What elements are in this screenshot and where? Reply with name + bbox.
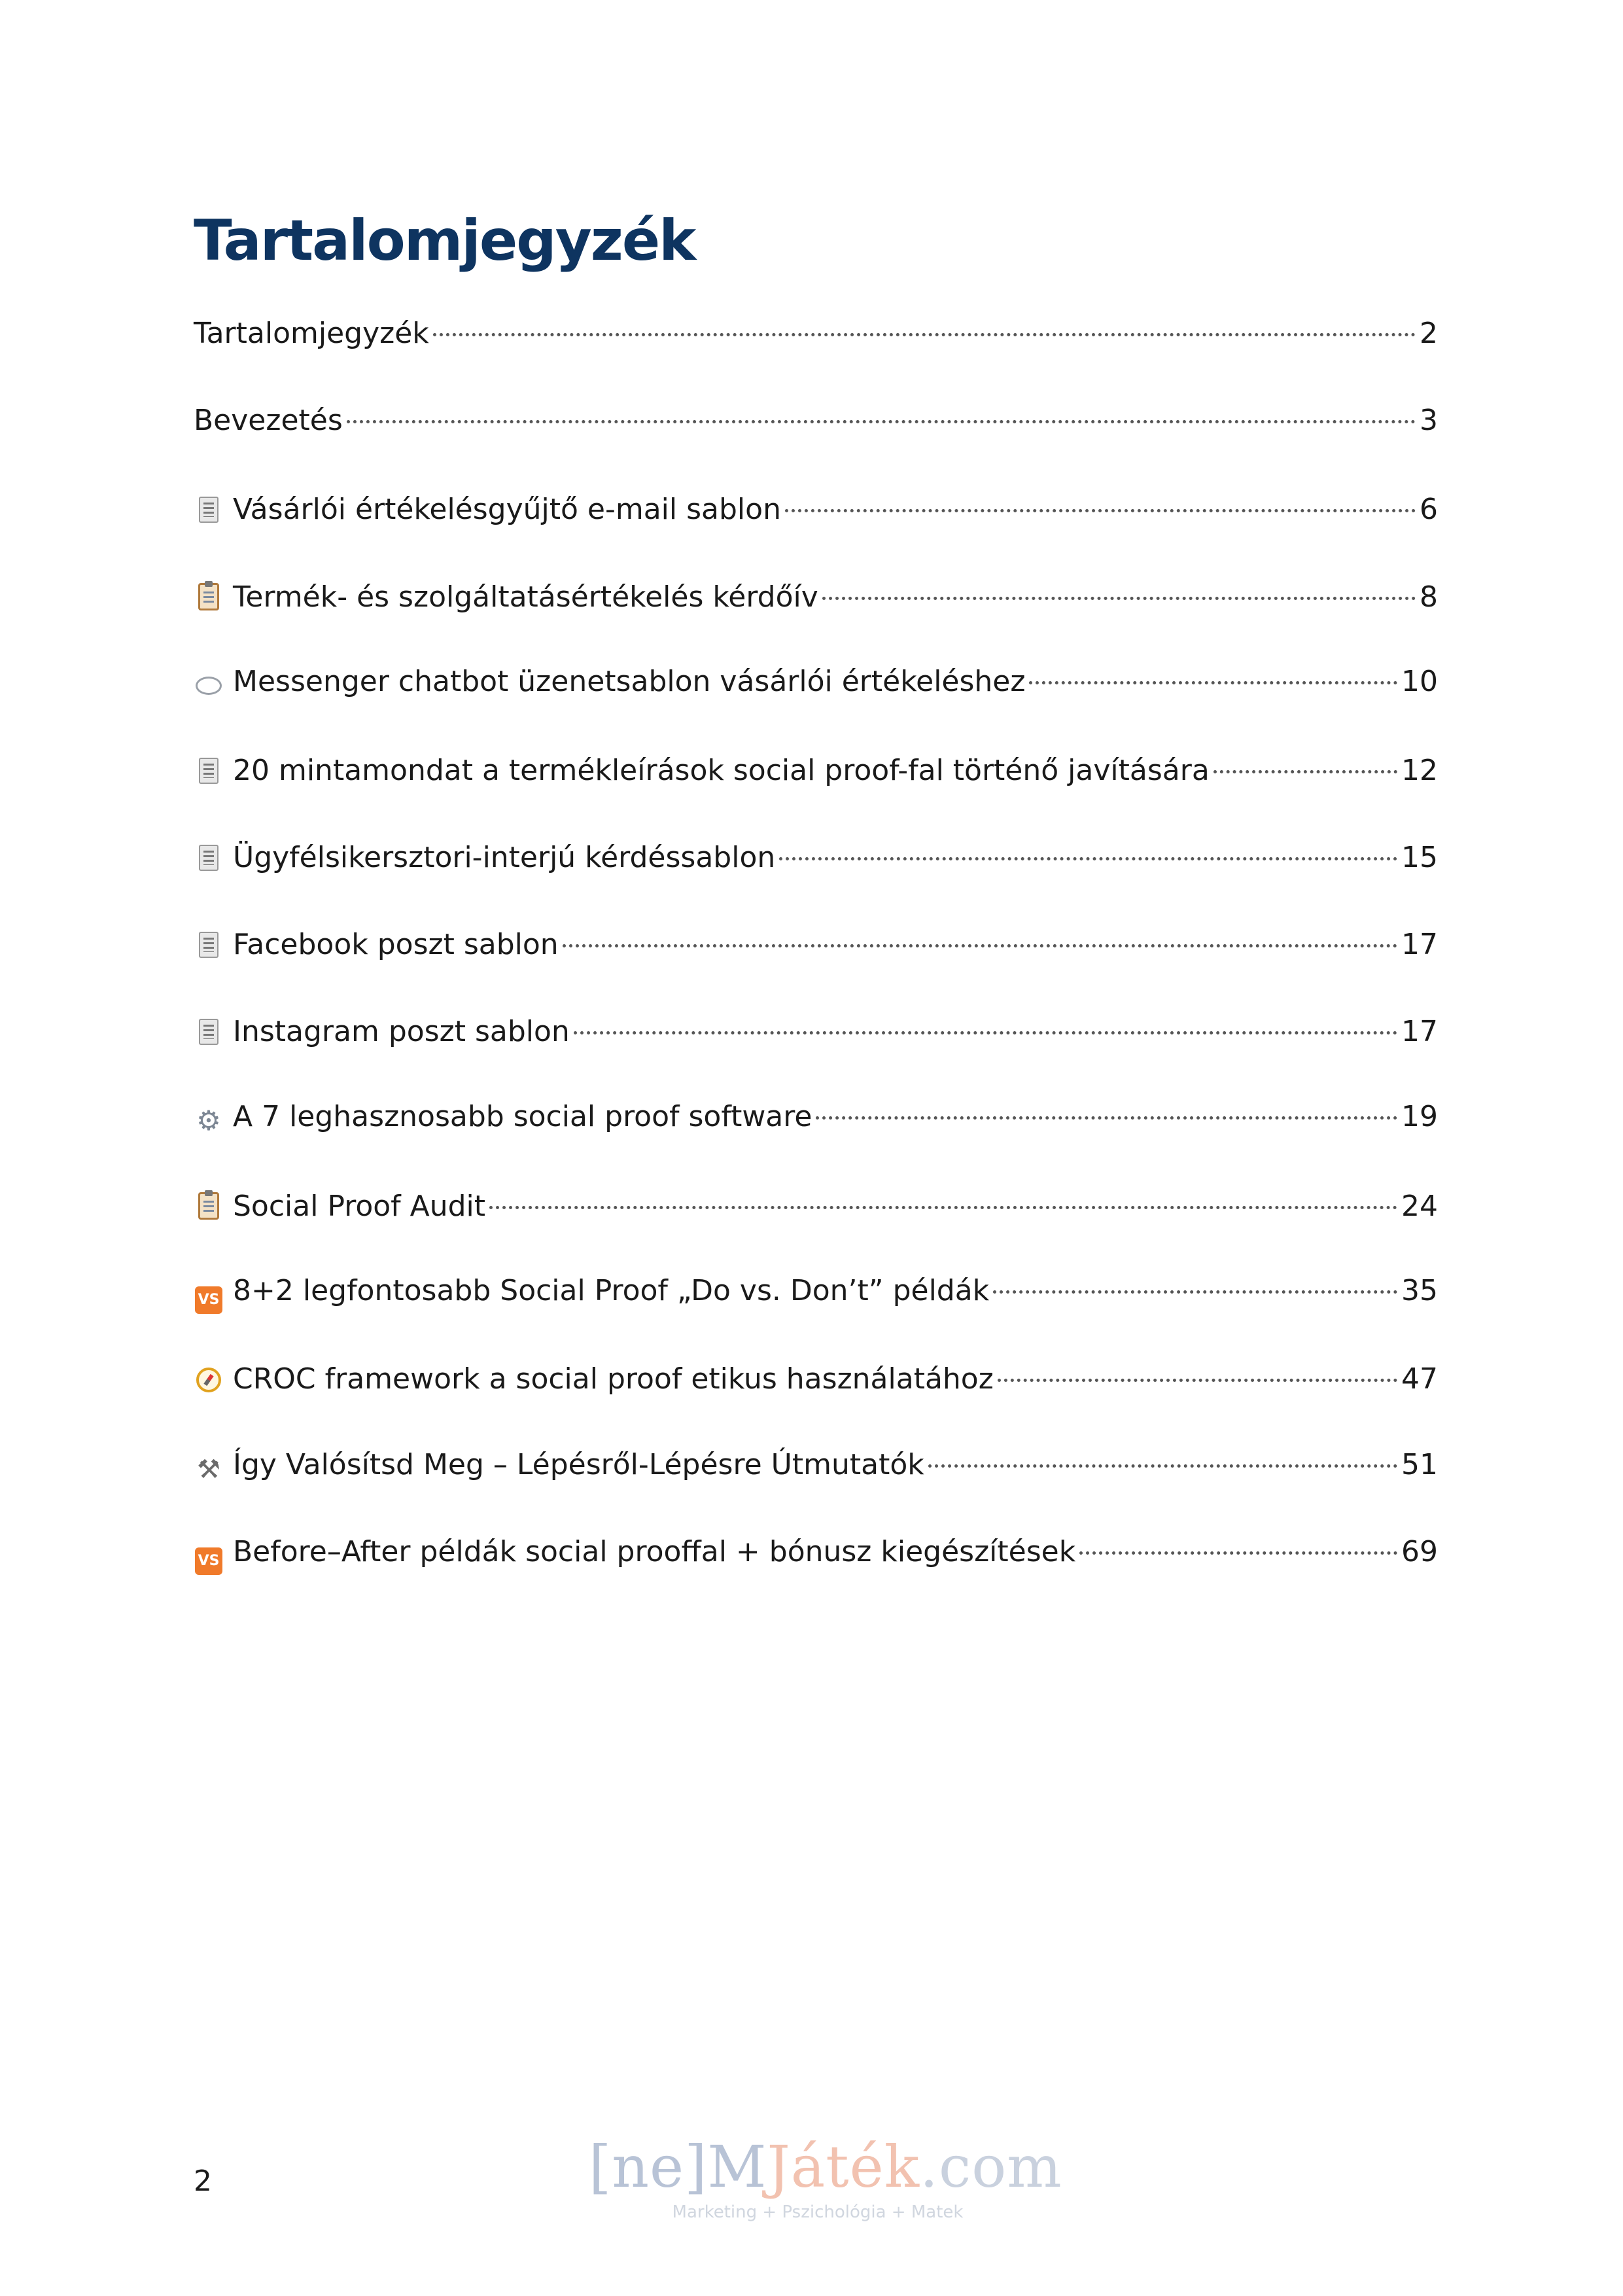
toc-entry[interactable]	[194, 1100, 1438, 1187]
toc-entry-title: CROC framework a social proof etikus használatához	[233, 1362, 994, 1396]
toc-entry-title: Facebook poszt sablon	[233, 928, 559, 961]
toc-entry-title: Before–After példák social prooffal + bónusz kiegészítések	[233, 1535, 1076, 1568]
toc-entry-title: Tartalomjegyzék	[194, 317, 429, 350]
toc-dot-leader	[785, 509, 1416, 512]
document-icon	[194, 1017, 224, 1047]
toc-entry-page: 17	[1401, 1015, 1438, 1048]
toc-dot-leader	[433, 333, 1416, 336]
clipboard-icon	[194, 1191, 224, 1221]
toc-entry-page: 12	[1401, 754, 1438, 787]
toc-entry-title: 20 mintamondat a termékleírások social proof-fal történő javítására	[233, 754, 1210, 787]
document-icon	[194, 495, 224, 525]
toc-entry[interactable]	[194, 1361, 1438, 1448]
toc-entry-page: 24	[1401, 1190, 1438, 1223]
logo-part-jatek: Játék	[767, 2133, 920, 2200]
document-icon	[194, 930, 224, 960]
toc-entry-title: A 7 leghasznosabb social proof software	[233, 1100, 812, 1133]
compass-icon	[194, 1365, 224, 1395]
toc-dot-leader	[816, 1116, 1397, 1120]
toc-entry[interactable]	[194, 1013, 1438, 1100]
toc-dot-leader	[998, 1379, 1397, 1382]
toc-dot-leader	[563, 944, 1397, 947]
toc-entry[interactable]	[194, 1187, 1438, 1274]
toc-entry-title: 8+2 legfontosabb Social Proof „Do vs. Don’t” példák	[233, 1274, 990, 1307]
toc-dot-leader	[1079, 1551, 1397, 1555]
table-of-contents	[194, 317, 1438, 1622]
toc-entry-page: 47	[1401, 1362, 1438, 1396]
toc-entry-title: Bevezetés	[194, 404, 343, 437]
toc-entry-page: 51	[1401, 1448, 1438, 1481]
toc-entry[interactable]	[194, 317, 1438, 404]
toc-entry-page: 3	[1420, 404, 1438, 437]
speech-bubble-icon	[194, 671, 224, 701]
document-icon	[194, 843, 224, 873]
toc-entry[interactable]	[194, 1448, 1438, 1535]
toc-entry-title: Social Proof Audit	[233, 1190, 486, 1223]
page-title: Tartalomjegyzék	[194, 208, 695, 274]
clipboard-icon	[194, 582, 224, 612]
toc-entry[interactable]	[194, 404, 1438, 491]
toc-entry[interactable]	[194, 578, 1438, 665]
toc-entry-title: Vásárlói értékelésgyűjtő e-mail sablon	[233, 493, 781, 526]
logo-part-nem: [ne]M	[589, 2133, 767, 2200]
toc-entry[interactable]	[194, 752, 1438, 839]
logo-tagline: Marketing + Pszichológia + Matek	[672, 2202, 964, 2222]
toc-entry-page: 8	[1420, 580, 1438, 614]
logo-part-com: .com	[920, 2133, 1062, 2200]
toc-entry-title: Ügyfélsikersztori-interjú kérdéssablon	[233, 841, 776, 874]
toc-dot-leader	[489, 1206, 1397, 1209]
footer-logo	[589, 2133, 1062, 2222]
logo-wordmark	[589, 2133, 1062, 2200]
toc-entry[interactable]	[194, 491, 1438, 578]
toc-dot-leader	[574, 1031, 1397, 1034]
toc-dot-leader	[928, 1464, 1397, 1468]
toc-entry-page: 17	[1401, 928, 1438, 961]
toc-entry[interactable]	[194, 1535, 1438, 1622]
page-number: 2	[194, 2164, 212, 2198]
toc-entry-title: Így Valósítsd Meg – Lépésről-Lépésre Útmutatók	[233, 1448, 924, 1481]
toc-entry-page: 6	[1420, 493, 1438, 526]
gear-icon: ⚙	[196, 1104, 221, 1137]
document-icon	[194, 756, 224, 786]
toc-entry[interactable]	[194, 1274, 1438, 1361]
toc-dot-leader	[779, 857, 1397, 860]
toc-entry-title: Instagram poszt sablon	[233, 1015, 570, 1048]
vs-icon: VS	[194, 1285, 224, 1315]
toc-entry[interactable]	[194, 926, 1438, 1013]
toc-dot-leader	[347, 420, 1416, 423]
toc-entry-page: 15	[1401, 841, 1438, 874]
toc-dot-leader	[1213, 770, 1397, 773]
toc-entry-page: 19	[1401, 1100, 1438, 1133]
toc-dot-leader	[993, 1290, 1397, 1294]
toc-entry-page: 2	[1420, 317, 1438, 350]
toc-entry-page: 35	[1401, 1274, 1438, 1307]
tools-icon: ⚒	[197, 1455, 220, 1485]
toc-entry[interactable]	[194, 665, 1438, 752]
toc-entry-title: Messenger chatbot üzenetsablon vásárlói értékeléshez	[233, 665, 1026, 698]
toc-entry[interactable]	[194, 839, 1438, 926]
toc-entry-title: Termék- és szolgáltatásértékelés kérdőív	[233, 580, 818, 614]
toc-dot-leader	[822, 597, 1416, 600]
vs-icon: VS	[194, 1546, 224, 1576]
toc-dot-leader	[1029, 681, 1397, 684]
toc-entry-page: 10	[1401, 665, 1438, 698]
toc-entry-page: 69	[1401, 1535, 1438, 1568]
